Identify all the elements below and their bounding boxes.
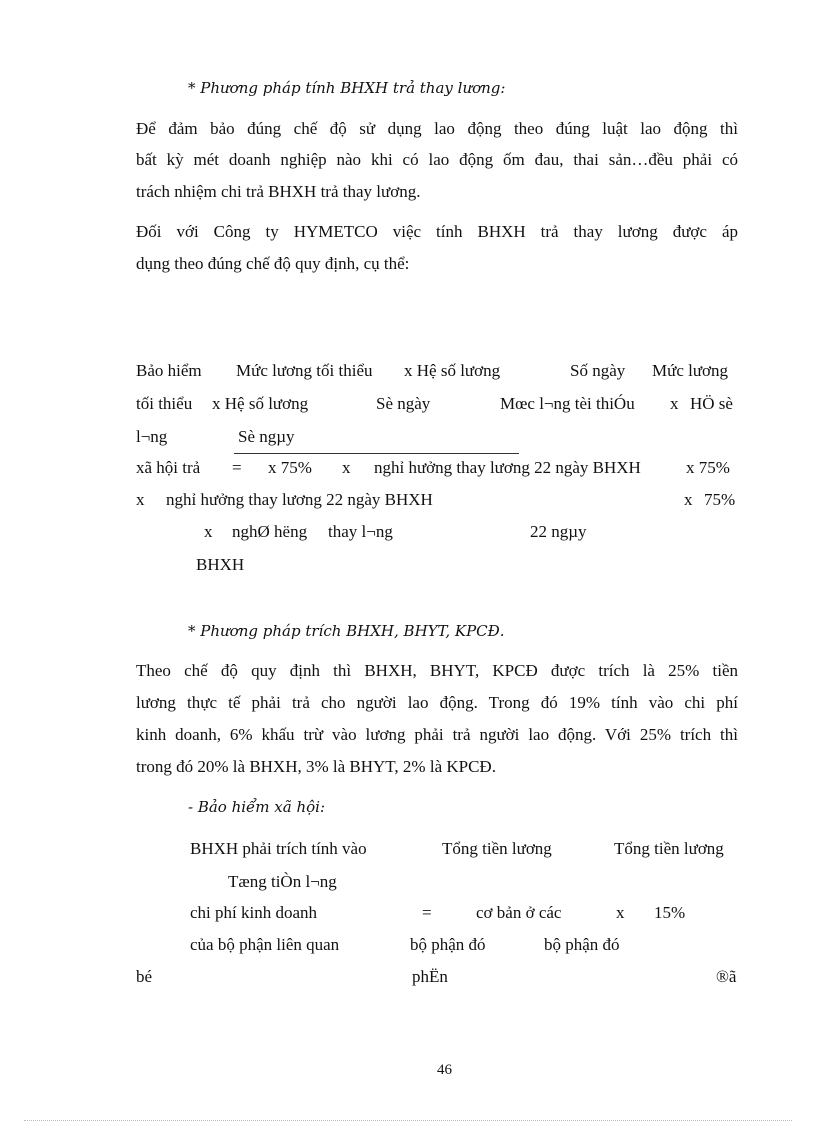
formula-text: nghỉ hưởng thay lương 22 ngày BHXH (374, 458, 641, 477)
formula-text: Tổng tiền lương (614, 839, 724, 858)
formula-text: 75% (704, 490, 736, 509)
subheading-social-insurance: - Bảo hiểm xã hội: (188, 798, 325, 816)
formula-text: x Hệ số lương (404, 361, 501, 380)
formula-text: bộ phận đó (544, 935, 620, 954)
formula-text: 22 ngµy (530, 522, 587, 541)
paragraph-line: trong đó 20% là BHXH, 3% là BHYT, 2% là KPCĐ. (136, 757, 496, 776)
formula-text: của bộ phận liên quan (190, 935, 340, 954)
formula-text: = (232, 458, 242, 477)
formula-text: x (342, 458, 351, 477)
formula-text: x (684, 490, 693, 509)
paragraph-line: Theo chế độ quy định thì BHXH, BHYT, KPCĐ được trích là 25% tiền (136, 661, 738, 680)
formula-text: 15% (654, 903, 686, 922)
formula-text: x (616, 903, 625, 922)
formula-text: thay l¬ng (328, 522, 393, 541)
formula-text: Số ngày (570, 361, 626, 380)
formula-text: bé (136, 967, 153, 986)
heading-bhxh-method: * Phương pháp tính BHXH trả thay lương: (188, 79, 506, 97)
formula-text: x 75% (268, 458, 312, 477)
paragraph-line: kinh doanh, 6% khấu trừ vào lương phải trả người lao động. Với 25% trích thì (136, 725, 738, 744)
paragraph-line: lương thực tế phải trả cho người lao động. Trong đó 19% tính vào chi phí (136, 693, 738, 712)
paragraph-line: trách nhiệm chi trả BHXH trả thay lương. (136, 182, 421, 201)
formula-text: bộ phận đó (410, 935, 486, 954)
page-bottom-border (24, 1120, 792, 1121)
formula-text: Sè ngày (376, 394, 431, 413)
formula-text: Tæng tiÒn l¬ng (228, 872, 337, 891)
formula-text: Mœc l¬ng tèi thiÓu (500, 394, 635, 413)
paragraph-line: Để đảm bảo đúng chế độ sử dụng lao động theo đúng luật lao động thì (136, 119, 738, 138)
fraction-bar (234, 453, 519, 454)
formula-text: l¬ng (136, 427, 168, 446)
formula-text: nghỉ hưởng thay lương 22 ngày BHXH (166, 490, 433, 509)
formula-text: x Hệ số lương (212, 394, 309, 413)
formula-text: phËn (412, 967, 448, 986)
formula-text: nghØ hëng (232, 522, 308, 541)
formula-text: Bảo hiểm (136, 361, 202, 380)
formula-text: xã hội trả (136, 458, 201, 477)
paragraph-line: bất kỳ mét doanh nghiệp nào khi có lao động ốm đau, thai sản…đều phải có (136, 150, 738, 169)
formula-text: Sè ngµy (238, 427, 295, 446)
formula-text: x (204, 522, 213, 541)
formula-text: BHXH phải trích tính vào (190, 839, 367, 858)
formula-text: BHXH (196, 555, 245, 574)
formula-text: Mức lương (652, 361, 729, 380)
formula-text: HÖ sè (690, 394, 733, 413)
formula-text: Mức lương tối thiểu (236, 361, 373, 380)
formula-text: Tổng tiền lương (442, 839, 552, 858)
paragraph-line: Đối với Công ty HYMETCO việc tính BHXH trả thay lương được áp (136, 222, 738, 241)
formula-text: x (136, 490, 145, 509)
page-number: 46 (437, 1062, 452, 1078)
formula-text: tối thiểu (136, 394, 193, 413)
formula-text: x (670, 394, 679, 413)
paragraph-line: dụng theo đúng chế độ quy định, cụ thể: (136, 254, 410, 273)
formula-text: x 75% (686, 458, 730, 477)
formula-text: cơ bản ở các (476, 903, 562, 922)
formula-text: ®ã (716, 967, 737, 986)
formula-text: chi phí kinh doanh (190, 903, 318, 922)
formula-text: = (422, 903, 432, 922)
heading-deduction-method: * Phương pháp trích BHXH, BHYT, KPCĐ. (188, 622, 505, 640)
